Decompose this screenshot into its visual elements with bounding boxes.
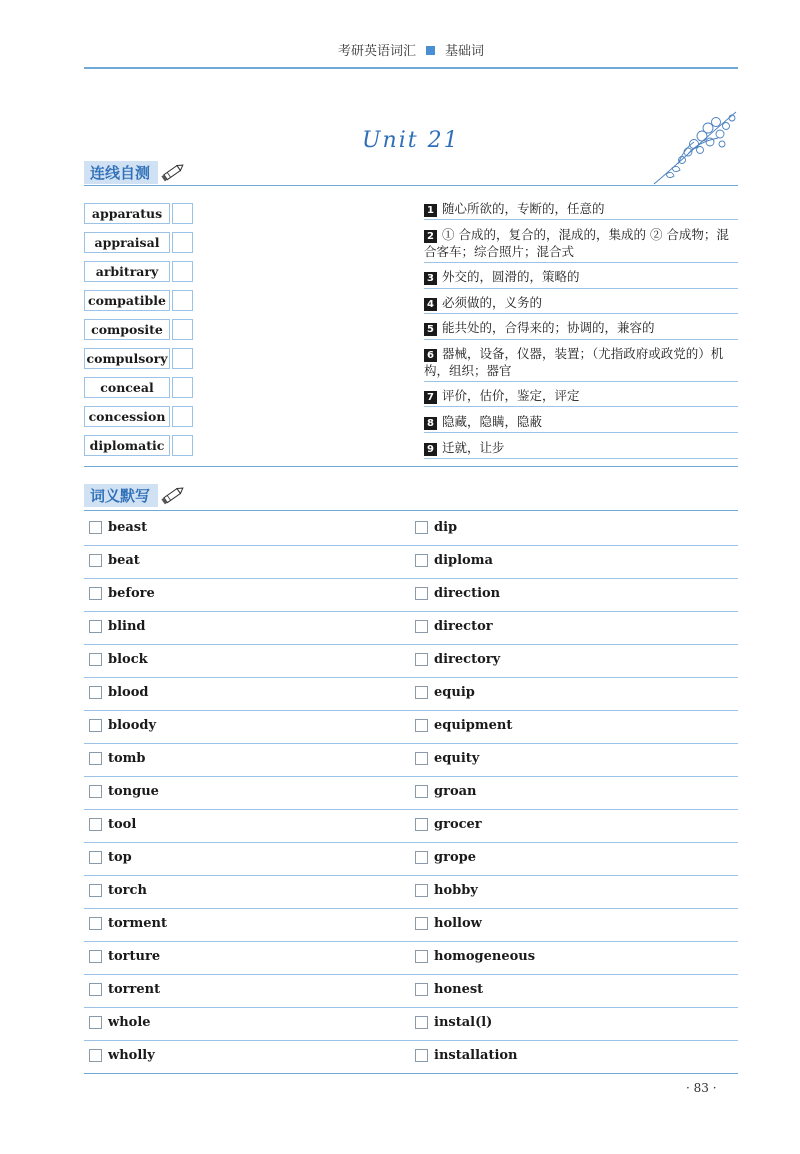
match-answer-box-9[interactable] [172,435,193,456]
page-number: · 83 · [686,1081,717,1095]
header-rule [84,67,738,69]
definition-text: 随心所欲的，专断的，任意的 [442,201,605,216]
checkbox[interactable] [89,917,102,930]
definition-text: 评价，估价，鉴定，评定 [442,388,580,403]
vocab-item [415,685,475,700]
match-answer-box-1[interactable] [172,203,193,224]
vocab-row [84,710,738,744]
vocab-item [89,619,146,634]
definition-number: 3 [424,272,437,285]
match-answer-box-6[interactable] [172,348,193,369]
vocab-item [415,1048,518,1063]
definition-text: 外交的，圆滑的，策略的 [442,269,580,284]
vocab-word: torch [108,883,147,898]
vocab-word: beat [108,553,140,568]
vocab-word: torment [108,916,168,931]
checkbox[interactable] [415,686,428,699]
vocab-word: bloody [108,718,157,733]
vocab-item [89,751,146,766]
vocab-row [84,677,738,711]
vocab-word: wholly [108,1048,155,1063]
match-word-9: diplomatic [84,435,170,456]
match-definition-6 [424,345,738,379]
vocab-item [415,883,478,898]
vocab-row [84,1007,738,1041]
vocab-item [89,949,160,964]
checkbox[interactable] [89,851,102,864]
matching-heading-label: 连线自测 [84,161,158,184]
vocab-row [84,809,738,843]
definition-number: 9 [424,443,437,456]
definition-number: 7 [424,391,437,404]
vocab-item [89,553,140,568]
match-word-2: appraisal [84,232,170,253]
vocab-item [89,652,148,667]
vocab-row [84,512,738,546]
checkbox[interactable] [415,917,428,930]
vocab-row [84,776,738,810]
vocab-word: diploma [434,553,493,568]
match-answer-box-5[interactable] [172,319,193,340]
definition-number: 5 [424,323,437,336]
definition-number: 6 [424,349,437,362]
vocab-row [84,611,738,645]
match-word-6: compulsory [84,348,170,369]
checkbox[interactable] [89,719,102,732]
match-definition-5 [424,319,738,336]
vocab-word: tool [108,817,137,832]
checkbox[interactable] [415,653,428,666]
vocab-word: tomb [108,751,146,766]
vocab-word: hobby [434,883,478,898]
vocab-word: torrent [108,982,161,997]
vocab-word: blind [108,619,146,634]
vocab-row [84,974,738,1008]
vocab-item [89,784,159,799]
checkbox[interactable] [89,752,102,765]
checkbox[interactable] [89,653,102,666]
definition-text: ① 合成的，复合的，混成的，集成的 ② 合成物；混合客车；综合照片；混合式 [424,227,729,259]
checkbox[interactable] [415,1049,428,1062]
match-definition-9 [424,439,738,456]
vocab-word: honest [434,982,484,997]
match-definition-2 [424,226,738,260]
vocab-item [415,751,479,766]
vocab-word: grope [434,850,476,865]
checkbox[interactable] [89,686,102,699]
definition-number: 2 [424,230,437,243]
definition-rule [424,458,738,459]
vocab-row [84,644,738,678]
checkbox[interactable] [89,587,102,600]
vocab-word: before [108,586,155,601]
definition-number: 4 [424,298,437,311]
vocab-item [415,850,476,865]
match-definition-7 [424,387,738,404]
vocab-item [89,817,136,832]
vocab-word: blood [108,685,149,700]
definition-text: 迁就，让步 [442,440,505,455]
vocab-word: equipment [434,718,513,733]
match-answer-box-4[interactable] [172,290,193,311]
pencil-icon [160,161,186,183]
vocab-item [89,1015,151,1030]
checkbox[interactable] [89,554,102,567]
checkbox[interactable] [89,950,102,963]
match-word-8: concession [84,406,170,427]
checkbox[interactable] [415,851,428,864]
vocab-item [415,1015,492,1030]
vocab-row [84,545,738,579]
checkbox[interactable] [415,752,428,765]
vocab-row [84,842,738,876]
vocab-word: grocer [434,817,482,832]
vocab-word: direction [434,586,501,601]
match-answer-box-3[interactable] [172,261,193,282]
vocab-item [415,916,482,931]
checkbox[interactable] [89,1049,102,1062]
dictation-heading-label: 词义默写 [84,484,158,507]
vocab-row [84,941,738,975]
checkbox[interactable] [415,950,428,963]
vocab-word: block [108,652,148,667]
definition-rule [424,262,738,263]
checkbox[interactable] [89,818,102,831]
checkbox[interactable] [89,785,102,798]
definition-text: 隐藏，隐瞒，隐蔽 [442,414,543,429]
vocab-word: groan [434,784,477,799]
definition-text: 必须做的，义务的 [442,295,543,310]
vocab-word: torture [108,949,161,964]
checkbox[interactable] [415,554,428,567]
vocab-word: instal(l) [434,1015,493,1030]
checkbox[interactable] [415,521,428,534]
vocab-item [89,1048,155,1063]
vocab-word: whole [108,1015,151,1030]
checkbox[interactable] [89,983,102,996]
match-definition-1 [424,200,738,217]
vocab-word: homogeneous [434,949,536,964]
definition-rule [424,288,738,289]
vocab-item [89,520,147,535]
checkbox[interactable] [415,884,428,897]
match-definition-3 [424,268,738,285]
square-bullet-icon [426,46,435,55]
vocab-item [415,718,512,733]
match-definition-8 [424,413,738,430]
vocab-item [415,619,493,634]
matching-section-heading [84,160,186,184]
vocab-row [84,578,738,612]
definition-rule [424,432,738,433]
match-word-1: apparatus [84,203,170,224]
checkbox[interactable] [415,719,428,732]
checkbox[interactable] [415,983,428,996]
match-answer-box-7[interactable] [172,377,193,398]
definition-rule [424,339,738,340]
vocab-word: directory [434,652,501,667]
flower-branch-icon [648,104,744,188]
vocab-row [84,875,738,909]
definition-rule [424,381,738,382]
book-title: 考研英语词汇 [337,44,416,59]
vocab-item [415,553,493,568]
checkbox[interactable] [415,818,428,831]
matching-section-end-rule [84,466,738,467]
vocab-item [89,916,167,931]
unit-title: Unit 21 [362,128,460,153]
checkbox[interactable] [89,620,102,633]
vocab-item [415,982,483,997]
vocab-item [89,685,148,700]
checkbox[interactable] [89,521,102,534]
definition-rule [424,219,738,220]
checkbox[interactable] [415,1016,428,1029]
definition-rule [424,313,738,314]
vocab-word: hollow [434,916,482,931]
definition-text: 器械，设备，仪器，装置；（尤指政府或政党的）机构，组织；器官 [424,346,724,378]
match-answer-box-2[interactable] [172,232,193,253]
checkbox[interactable] [415,785,428,798]
match-word-4: compatible [84,290,170,311]
match-answer-box-8[interactable] [172,406,193,427]
match-word-7: conceal [84,377,170,398]
checkbox[interactable] [415,587,428,600]
vocab-item [415,520,457,535]
vocab-item [415,652,500,667]
checkbox[interactable] [89,1016,102,1029]
vocab-word: dip [434,520,458,535]
vocab-word: beast [108,520,148,535]
vocab-word: top [108,850,132,865]
definition-rule [424,406,738,407]
matching-heading-rule [84,185,738,186]
vocab-word: equip [434,685,475,700]
checkbox[interactable] [89,884,102,897]
vocab-item [415,817,482,832]
vocab-row [84,908,738,942]
vocab-word: equity [434,751,480,766]
match-definition-4 [424,294,738,311]
checkbox[interactable] [415,620,428,633]
match-word-5: composite [84,319,170,340]
definition-number: 1 [424,204,437,217]
vocab-item [415,949,535,964]
definition-text: 能共处的，合得来的；协调的，兼容的 [442,320,655,335]
vocab-row [84,743,738,777]
vocab-item [89,850,132,865]
match-word-3: arbitrary [84,261,170,282]
dictation-heading-rule [84,510,738,511]
vocab-item [89,982,160,997]
dictation-section-heading [84,483,186,507]
vocab-item [415,784,477,799]
vocab-word: director [434,619,493,634]
vocab-word: tongue [108,784,159,799]
definition-number: 8 [424,417,437,430]
pencil-icon [160,484,186,506]
vocab-item [415,586,500,601]
section-title: 基础词 [445,44,485,59]
vocab-item [89,586,155,601]
vocab-item [89,883,147,898]
vocab-word: installation [434,1048,518,1063]
vocab-item [89,718,156,733]
vocab-row [84,1040,738,1074]
running-header [84,40,738,67]
